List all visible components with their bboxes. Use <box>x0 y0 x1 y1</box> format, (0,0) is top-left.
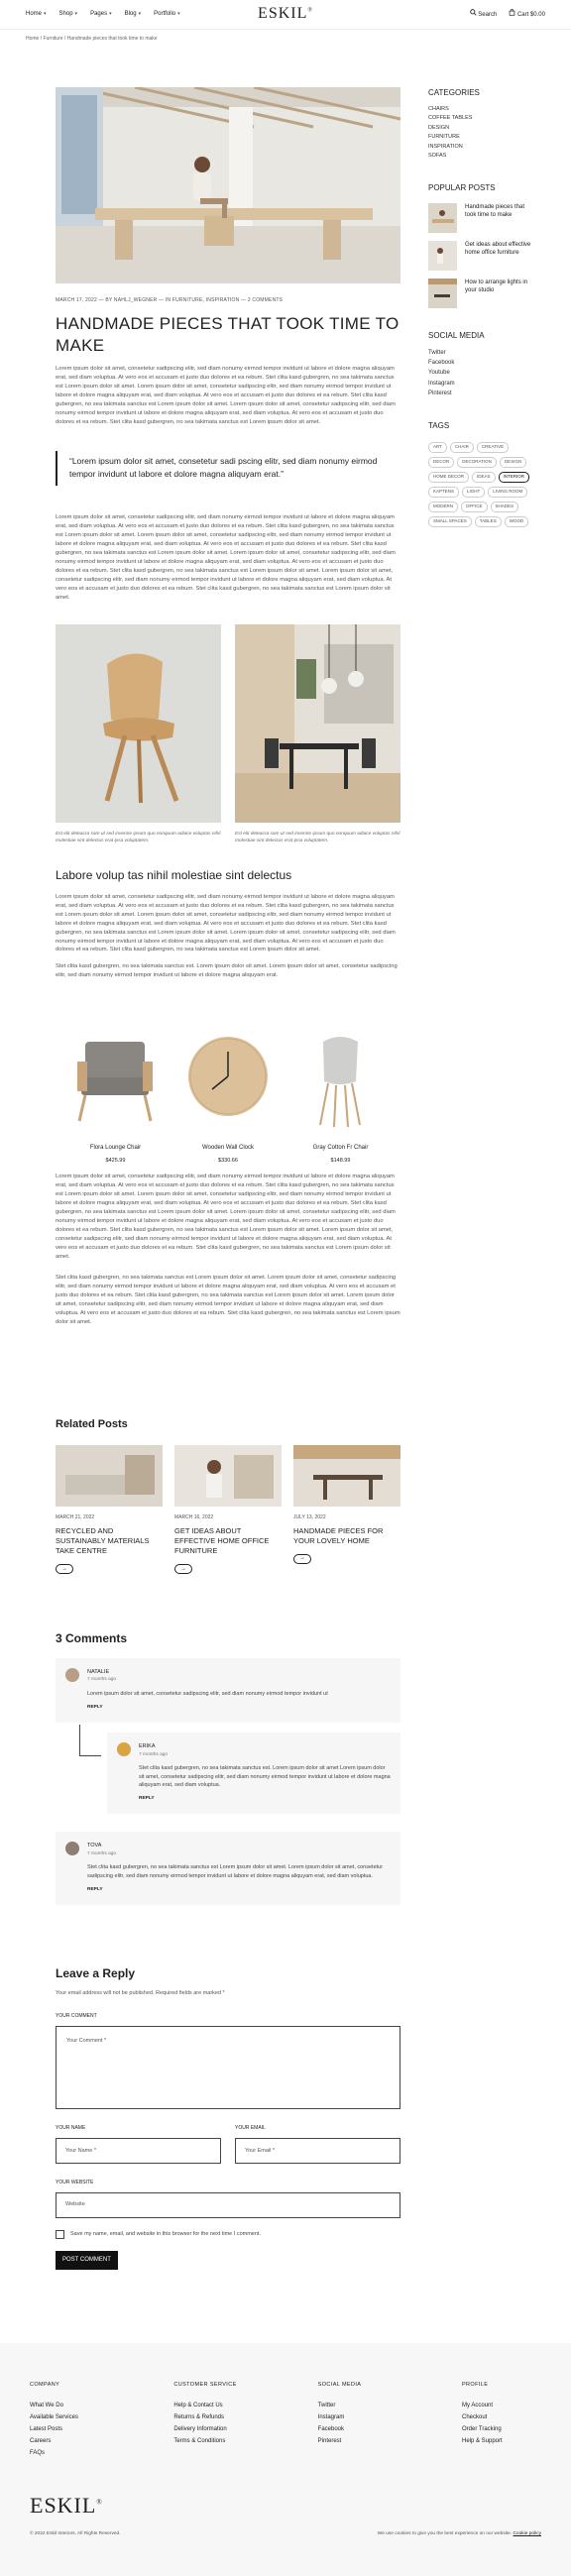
chevron-down-icon: ▾ <box>138 10 142 17</box>
tag[interactable]: DECOR <box>428 457 454 468</box>
footer-link[interactable]: Available Services <box>30 2413 78 2420</box>
site-logo[interactable] <box>258 2 313 27</box>
product-name: Wooden Wall Clock <box>201 1145 255 1152</box>
chevron-down-icon: ▾ <box>74 10 78 17</box>
social-link-youtube[interactable]: Youtube <box>428 370 450 377</box>
related-post-date: MARCH 16, 2022 <box>174 1514 214 1521</box>
product-card[interactable] <box>176 1022 281 1165</box>
tag[interactable]: OFFICE <box>461 502 488 512</box>
category-link[interactable]: COFFEE TABLES <box>428 115 473 122</box>
email-field[interactable]: Your Email * <box>235 2138 400 2164</box>
email-label: YOUR EMAIL <box>235 2125 266 2132</box>
product-card[interactable] <box>63 1022 168 1165</box>
post-body-2: Lorem ipsum dolor sit amet, consetetur sadipscing elitr, sed diam nonumy eirmod tempor invidunt ut labore et dolore magna aliquyam erat, sed diam voluptua. At vero eos et accusam et justo duo dolores et ea rebum. Stet clita kasd gubergren, no sea takimata sanctus est Lorem ipsum dolor sit amet. Lorem ipsum dolor sit amet, consetetur sadipscing elitr, sed diam nonumy eirmod tempor invidunt ut labore et dolore magna aliquyam erat, sed diam voluptua. At vero eos et accusam et justo duo dolores et ea rebum. Stet clita kasd gubergren, no sea takimata sanctus est Lorem ipsum dolor sit amet. Lorem ipsum dolor sit amet, consetetur sadipscing elitr, sed diam nonumy eirmod tempor invidunt ut labore et dolore magna aliquyam erat, sed diam voluptua. At vero eos et accusam et justo duo dolores et ea rebum. Stet clita kasd gubergren, no sea takimata sanctus est Lorem ipsum dolor sit amet. <box>56 893 396 953</box>
logo-mark: ® <box>307 7 313 14</box>
footer-link[interactable]: Facebook <box>317 2425 345 2432</box>
name-field[interactable]: Your Name * <box>56 2138 221 2164</box>
comment-author: ERIKA <box>139 1743 156 1750</box>
chevron-down-icon: ▾ <box>109 10 112 17</box>
post-body-5: Stet clita kasd gubergren, no sea takimata sanctus est Lorem ipsum dolor sit amet. Lorem ipsum dolor sit amet, consetetur sadipscing elitr, sed diam nonumy eirmod tempor invidunt ut labore et dolore magna aliquyam erat, sed diam voluptua. At vero eos et accusam et justo duo dolores et ea rebum. Stet clita kasd gubergren, no sea takimata sanctus est Lorem ipsum dolor sit amet. Lorem ipsum dolor sit amet, consetetur sadipscing elitr, sed diam nonumy eirmod tempor invidunt ut labore et dolore magna aliquyam erat, sed diam voluptua. At vero eos et accusam et justo duo dolores et ea rebum. Stet clita kasd gubergren, no sea takimata sanctus est Lorem ipsum dolor sit amet. <box>56 1275 400 1326</box>
comment-text: Lorem ipsum dolor sit amet, consetetur sadipscing elitr, sed diam nonumy eirmod tempor invidunt ut <box>87 1690 328 1697</box>
image-gallery <box>56 624 400 844</box>
category-link[interactable]: CHAIRS <box>428 106 449 113</box>
comment-time: 7 months ago <box>139 1751 169 1757</box>
related-post-image <box>56 1445 163 1507</box>
related-post-date: JULY 13, 2022 <box>293 1514 326 1521</box>
post-quote: “Lorem ipsum dolor sit amet, consetetur sadi pscing elitr, sed diam nonumy eirmod tempor invidunt ut labore et dolore magna aliquyam erat.” <box>56 451 400 486</box>
image-caption-left: Est elit deleacra sam ut sed invenire ipsum quo nonquum adiace voluptas nihil molestiae sint delectus erat ipsa voluptatem. <box>56 831 221 843</box>
hero-image <box>56 87 400 283</box>
nav-pages[interactable] <box>90 10 112 19</box>
popular-post-title: Handmade pieces that took time to make <box>465 203 525 219</box>
reply-connector <box>79 1725 101 1756</box>
post-comment-button[interactable]: POST COMMENT <box>56 2251 118 2270</box>
footer-links <box>173 2400 283 2447</box>
nav-pages-label: Pages <box>90 10 108 17</box>
social-media <box>428 330 532 398</box>
footer-column-profile <box>462 2381 541 2459</box>
tag[interactable]: DECORATION <box>457 457 497 468</box>
tag[interactable]: IDEAS <box>472 472 496 483</box>
footer-heading: SOCIAL MEDIA <box>317 2382 362 2388</box>
room-illustration <box>56 87 400 283</box>
sidebar <box>428 50 532 2270</box>
related-post-date: MARCH 21, 2022 <box>56 1514 95 1521</box>
name-label: YOUR NAME <box>56 2125 86 2132</box>
logo-text: ESKIL <box>258 5 308 23</box>
popular-post-thumb <box>428 241 457 271</box>
cart-button[interactable] <box>509 9 545 20</box>
tag[interactable]: MODERN <box>428 502 458 512</box>
arrow-right-icon: → <box>180 1565 186 1572</box>
comment-body <box>87 1668 328 1712</box>
tag[interactable]: WOOD <box>505 516 529 527</box>
name-email-row <box>56 2109 400 2164</box>
footer-link[interactable]: Terms & Conditions <box>173 2437 226 2444</box>
nav-portfolio-label: Portfolio <box>154 10 176 17</box>
social-list <box>428 348 532 398</box>
avatar <box>117 1742 131 1756</box>
popular-posts <box>428 182 532 307</box>
comment <box>56 1658 400 1724</box>
website-label: YOUR WEBSITE <box>56 2179 94 2185</box>
category-link[interactable]: INSPIRATION <box>428 143 463 150</box>
comment-body <box>87 1842 391 1893</box>
post-body-1: Lorem ipsum dolor sit amet, consetetur sadipscing elitr, sed diam nonumy eirmod tempor invidunt ut labore et dolore magna aliquyam erat, sed diam voluptua. At vero eos et accusam et justo duo dolores et ea rebum. Stet clita kasd gubergren, no sea takimata sanctus est Lorem ipsum dolor sit amet. Lorem ipsum dolor sit amet, consetetur sadipscing elitr, sed diam nonumy eirmod tempor invidunt ut labore et dolore magna aliquyam erat, sed diam voluptua. At vero eos et accusam et justo duo dolores et ea rebum. Stet clita kasd gubergren, no sea takimata sanctus est Lorem ipsum dolor sit amet. Lorem ipsum dolor sit amet, consetetur sadipscing elitr, sed diam nonumy eirmod tempor invidunt ut labore et dolore magna aliquyam erat, sed diam voluptua. At vero eos et accusam et justo duo dolores et ea rebum. Stet clita kasd gubergren, no sea takimata sanctus est Lorem ipsum dolor sit amet. Lorem ipsum dolor sit amet, consetetur sadipscing elitr, sed diam nonumy eirmod tempor invidunt ut labore et dolore magna aliquyam erat, sed diam voluptua. At vero eos et accusam et justo duo dolores et ea rebum. Stet clita kasd gubergren, no sea takimata sanctus est Lorem ipsum dolor sit amet. <box>56 513 396 601</box>
comment-label: YOUR COMMENT <box>56 2013 97 2020</box>
search-label: Search <box>478 11 498 18</box>
footer-link[interactable]: Careers <box>30 2437 52 2444</box>
nav-home-label: Home <box>26 10 43 17</box>
reply-button[interactable]: REPLY <box>87 1886 103 1892</box>
footer-logo-mark: ® <box>96 2498 103 2507</box>
cookie-policy-link[interactable]: Cookie policy <box>513 2530 541 2536</box>
post-meta: MARCH 17, 2022 — BY NAHLJ_WEGNER — IN FURNITURE, INSPIRATION — 2 COMMENTS <box>56 296 284 303</box>
cookie-notice <box>378 2530 541 2537</box>
post-intro: Lorem ipsum dolor sit amet, consetetur sadipscing elitr, sed diam nonumy eirmod tempor invidunt ut labore et dolore magna aliquyam erat, sed diam voluptua. At vero eos et accusam et justo duo dolores et ea rebum. Stet clita kasd gubergren, no sea takimata sanctus est Lorem ipsum dolor sit amet. Lorem ipsum dolor sit amet, consetetur sadipscing elitr, sed diam nonumy eirmod tempor invidunt ut labore et dolore magna aliquyam erat, sed diam voluptua. At vero eos et accusam et justo duo dolores et ea rebum. Stet clita kasd gubergren, no sea takimata sanctus est Lorem ipsum dolor sit amet. Lorem ipsum dolor sit amet, consetetur sadipscing elitr, sed diam nonumy eirmod tempor invidunt ut labore et dolore magna aliquyam erat, sed diam voluptua. At vero eos et accusam et justo duo dolores et ea rebum. Stet clita kasd gubergren, no sea takimata sanctus est Lorem ipsum dolor sit amet. <box>56 365 396 425</box>
nav-blog-label: Blog <box>124 10 137 17</box>
main-nav <box>26 10 180 19</box>
popular-post[interactable] <box>428 203 532 233</box>
product-card[interactable] <box>288 1022 393 1165</box>
categories-title: CATEGORIES <box>428 87 480 97</box>
related-post-card[interactable] <box>56 1445 163 1574</box>
comment-text: Stet clita kasd gubergren, no sea takimata sanctus est. Lorem ipsum dolor sit amet Lorem ipsum dolor sit amet, consetetur sadipscing elitr, sed diam nonumy eirmod tempor invidunt ut labore et dolore magna aliquyam erat, sed diam voluptua. <box>139 1765 391 1788</box>
nav-blog[interactable] <box>125 10 142 19</box>
save-info-row <box>56 2230 400 2239</box>
tag[interactable]: CHAIR <box>450 442 474 453</box>
post-subheading: Labore volup tas nihil molestiae sint delectus <box>56 867 292 882</box>
footer-column-company <box>30 2381 139 2459</box>
footer-link[interactable]: Pinterest <box>317 2437 342 2444</box>
chair-image <box>56 624 221 823</box>
reply-button[interactable]: REPLY <box>139 1796 155 1802</box>
popular-post-thumb <box>428 203 457 233</box>
tag-active[interactable]: INTERIOR <box>499 472 530 483</box>
footer-column-customer-service <box>173 2381 283 2459</box>
related-post-title[interactable]: HANDMADE PIECES FOR YOUR LOVELY HOME <box>293 1525 384 1545</box>
footer-links <box>318 2400 427 2447</box>
tag-cloud <box>428 442 532 527</box>
tag[interactable]: DESIGN <box>500 457 526 468</box>
footer-link[interactable]: FAQs <box>30 2449 46 2456</box>
comment-author: TOVA <box>87 1843 102 1849</box>
page-title: HANDMADE PIECES THAT TOOK TIME TO MAKE <box>56 313 400 355</box>
gallery-item-left <box>56 624 221 844</box>
social-link-instagram[interactable]: Instagram <box>428 380 455 387</box>
footer-link[interactable]: Help & Support <box>461 2437 503 2444</box>
comment-body <box>139 1742 391 1802</box>
footer-link[interactable]: What We Do <box>30 2402 63 2408</box>
tag[interactable]: SHADES <box>491 502 519 512</box>
footer-link[interactable]: Order Tracking <box>461 2425 502 2432</box>
related-post-title[interactable]: RECYCLED AND SUSTAINABLY MATERIALS TAKE CENTRE <box>56 1525 150 1556</box>
comment-author: NATALIE <box>87 1668 110 1675</box>
copyright: © 2022 Eskil Interiors. All Rights Reserved. <box>30 2530 121 2536</box>
read-more-button[interactable] <box>56 1564 73 1574</box>
comment-textarea[interactable]: Your Comment * <box>56 2026 400 2109</box>
bag-icon <box>509 9 515 16</box>
footer-logo[interactable] <box>30 2489 541 2522</box>
footer-column-social <box>318 2381 427 2459</box>
read-more-button[interactable] <box>293 1554 311 1564</box>
header-actions <box>470 9 545 20</box>
related-post-card[interactable] <box>174 1445 282 1574</box>
product-price: $330.66 <box>218 1157 238 1164</box>
tag[interactable]: ART <box>428 442 447 453</box>
footer-link[interactable]: Instagram <box>317 2413 345 2420</box>
clock-image <box>176 1022 281 1136</box>
comment-text: Stet clita kasd gubergren, no sea takimata sanctus est Lorem ipsum dolor sit amet. Lorem ipsum dolor sit amet, consetetur sadipscing elitr, sed diam nonumy eirmod tempor invidunt ut labore et dolore magna aliquyam erat, sed diam voluptua. <box>87 1864 384 1879</box>
related-post-image <box>293 1445 400 1507</box>
website-field[interactable]: Website <box>56 2192 400 2218</box>
tags-section <box>428 420 532 527</box>
tags-title: TAGS <box>428 420 450 430</box>
comment <box>107 1733 400 1814</box>
image-caption-right: Est elit deleacra sam ut sed invenire ipsum quo nonquum adiace voluptas nihil molestiae sint delectus erat ipsa voluptatem. <box>235 831 400 843</box>
reply-thread <box>56 1733 400 1814</box>
product-name: Flora Lounge Chair <box>89 1145 142 1152</box>
name-field-group <box>56 2109 221 2164</box>
social-link-twitter[interactable]: Twitter <box>428 349 446 356</box>
footer-heading: COMPANY <box>30 2382 60 2388</box>
chevron-down-icon: ▾ <box>44 10 47 17</box>
popular-post[interactable] <box>428 241 532 271</box>
related-post-image <box>174 1445 282 1507</box>
cookie-text: We use cookies to give you the best experience on our website. <box>377 2530 513 2536</box>
tag[interactable]: LIGHT <box>462 487 485 498</box>
dining-image <box>235 624 400 823</box>
footer-link[interactable]: Delivery Information <box>173 2425 227 2432</box>
related-posts-title: Related Posts <box>56 1418 128 1430</box>
avatar <box>65 1842 79 1855</box>
tag[interactable]: CREATIVE <box>477 442 509 453</box>
post-body-4: Lorem ipsum dolor sit amet, consetetur sadipscing elitr, sed diam nonumy eirmod tempor invidunt ut labore et dolore magna aliquyam erat, sed diam voluptua. At vero eos et accusam et justo duo dolores et ea rebum. Stet clita kasd gubergren, no sea takimata sanctus est Lorem ipsum dolor sit amet. Lorem ipsum dolor sit amet, consetetur sadipscing elitr, sed diam nonumy eirmod tempor invidunt ut labore et dolore magna aliquyam erat, sed diam voluptua. At vero eos et accusam et justo duo dolores et ea rebum. Stet clita kasd gubergren, no sea takimata sanctus est Lorem ipsum dolor sit amet. Lorem ipsum dolor sit amet, consetetur sadipscing elitr, sed diam nonumy eirmod tempor invidunt ut labore et dolore magna aliquyam erat, sed diam voluptua. At vero eos et accusam et justo duo dolores et ea rebum. Stet clita kasd gubergren, no sea takimata sanctus est Lorem ipsum dolor sit amet. Lorem ipsum dolor sit amet, consetetur sadipscing elitr, sed diam nonumy eirmod tempor invidunt ut labore et dolore magna aliquyam erat, sed diam voluptua. At vero eos et accusam et justo duo dolores et ea rebum. Stet clita kasd gubergren, no sea takimata sanctus est Lorem ipsum dolor sit amet. <box>56 1174 396 1261</box>
product-row <box>56 1022 400 1165</box>
social-link-pinterest[interactable]: Pinterest <box>428 390 452 396</box>
footer-links <box>462 2400 541 2447</box>
social-link-facebook[interactable]: Facebook <box>428 360 455 367</box>
gallery-item-right <box>235 624 400 844</box>
arrow-right-icon: → <box>299 1555 305 1562</box>
armchair-image <box>63 1022 168 1136</box>
page-layout <box>0 50 571 2270</box>
read-more-button[interactable] <box>174 1564 192 1574</box>
site-header <box>0 0 571 30</box>
post-main <box>56 50 400 2270</box>
category-link[interactable]: FURNITURE <box>428 134 460 141</box>
footer-link[interactable]: Returns & Refunds <box>173 2413 225 2420</box>
chevron-down-icon: ▾ <box>177 10 180 17</box>
footer-logo-text: ESKIL <box>30 2492 97 2518</box>
footer-heading: CUSTOMER SERVICE <box>173 2382 237 2388</box>
arrow-right-icon: → <box>61 1565 67 1572</box>
site-footer <box>0 2343 571 2576</box>
nav-home[interactable] <box>26 10 47 19</box>
category-link[interactable]: SOFAS <box>428 152 447 159</box>
save-info-checkbox[interactable] <box>56 2230 64 2239</box>
tag[interactable]: LIVING ROOM <box>488 487 527 498</box>
leave-reply-title: Leave a Reply <box>56 1966 136 1981</box>
save-info-label: Save my name, email, and website in this browser for the next time I comment. <box>70 2230 261 2237</box>
footer-bottom <box>30 2530 541 2537</box>
nav-shop[interactable] <box>59 10 78 19</box>
nav-portfolio[interactable] <box>154 10 180 19</box>
cart-label: Cart $0.00 <box>516 11 545 18</box>
footer-heading: PROFILE <box>461 2382 489 2388</box>
nav-shop-label: Shop <box>58 10 73 17</box>
footer-link[interactable]: Help & Contact Us <box>173 2402 223 2408</box>
related-post-title[interactable]: GET IDEAS ABOUT EFFECTIVE HOME OFFICE FURNITURE <box>174 1525 270 1556</box>
footer-columns <box>30 2381 541 2459</box>
footer-link[interactable]: Twitter <box>317 2402 336 2408</box>
comment <box>56 1832 400 1905</box>
search-button[interactable] <box>470 9 498 20</box>
related-post-card[interactable] <box>293 1445 400 1574</box>
popular-post-title: How to arrange lights in your studio <box>465 279 528 294</box>
footer-links <box>30 2400 139 2459</box>
comment-time: 7 months ago <box>87 1851 117 1856</box>
popular-post-title: Get ideas about effective home office furniture <box>465 241 531 257</box>
categories-list <box>428 105 532 161</box>
comments-title: 3 Comments <box>56 1631 128 1646</box>
breadcrumb[interactable]: Home / Furniture / Handmade pieces that took time to make <box>26 36 158 42</box>
product-name: Gray Cotton Fr Chair <box>312 1145 369 1152</box>
popular-post[interactable] <box>428 279 532 308</box>
product-price: $425.99 <box>105 1157 126 1164</box>
avatar <box>65 1668 79 1682</box>
footer-link[interactable]: Checkout <box>461 2413 488 2420</box>
product-price: $148.99 <box>330 1157 351 1164</box>
tag[interactable]: KAPTENS <box>428 487 459 498</box>
tag[interactable]: TABLES <box>475 516 502 527</box>
social-title: SOCIAL MEDIA <box>428 330 485 340</box>
popular-title: POPULAR POSTS <box>428 183 496 193</box>
reply-note: Your email address will not be published. Required fields are marked * <box>56 1989 225 1996</box>
category-link[interactable]: DESIGN <box>428 124 450 131</box>
related-posts <box>56 1445 400 1574</box>
side-chair-image <box>288 1022 393 1136</box>
comment-time: 7 months ago <box>87 1677 117 1683</box>
search-icon <box>470 9 477 16</box>
email-field-group <box>235 2109 400 2164</box>
post-body-3: Stet clita kasd gubergren, no sea takimata sanctus est. Lorem ipsum dolor sit amet. Lorem ipsum dolor sit amet, consetetur sadipscing elitr, sed diam nonumy eirmod tempor invidunt ut labore et dolore magna aliquyam erat. <box>56 963 398 979</box>
tag[interactable]: HOME DECOR <box>428 472 469 483</box>
reply-button[interactable]: REPLY <box>87 1704 103 1710</box>
tag[interactable]: SMALL SPACES <box>428 516 472 527</box>
footer-link[interactable]: Latest Posts <box>30 2425 63 2432</box>
popular-post-thumb <box>428 279 457 308</box>
footer-link[interactable]: My Account <box>461 2402 493 2408</box>
